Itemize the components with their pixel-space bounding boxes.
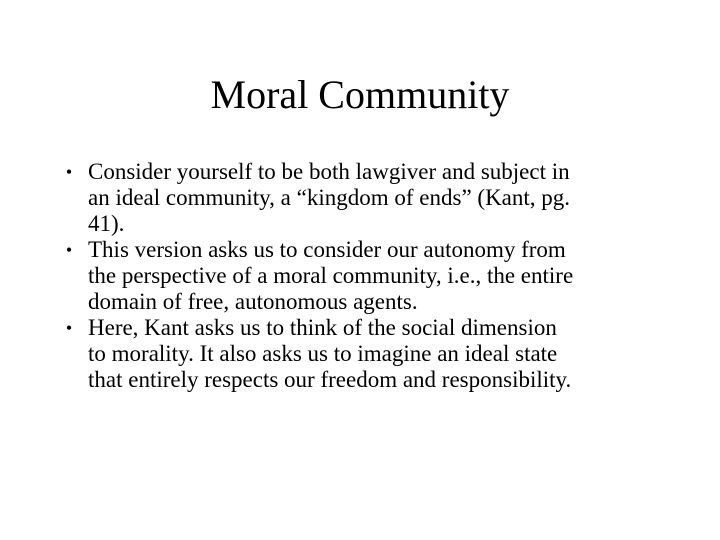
bullet-item: [58, 315, 668, 393]
bullet-item: [58, 159, 668, 237]
bullet-list: [58, 159, 668, 393]
bullet-line: that entirely respects our freedom and responsibility.: [88, 367, 572, 392]
bullet-line: the perspective of a moral community, i.e., the entire: [88, 263, 574, 288]
bullet-line: Here, Kant asks us to think of the social dimension: [88, 315, 557, 340]
bullet-item: [58, 237, 668, 315]
bullet-line: to morality. It also asks us to imagine an ideal state: [88, 341, 558, 366]
bullet-point-icon: •: [65, 240, 73, 260]
bullet-point-icon: •: [65, 162, 73, 182]
bullet-line: an ideal community, a “kingdom of ends” (Kant, pg.: [88, 185, 571, 210]
bullet-line: 41).: [88, 211, 125, 236]
bullet-line: This version asks us to consider our autonomy from: [88, 237, 566, 262]
bullet-line: Consider yourself to be both lawgiver and subject in: [88, 159, 570, 184]
bullet-line: domain of free, autonomous agents.: [88, 289, 418, 314]
slide-title: Moral Community: [210, 72, 510, 117]
bullet-point-icon: •: [65, 318, 73, 338]
